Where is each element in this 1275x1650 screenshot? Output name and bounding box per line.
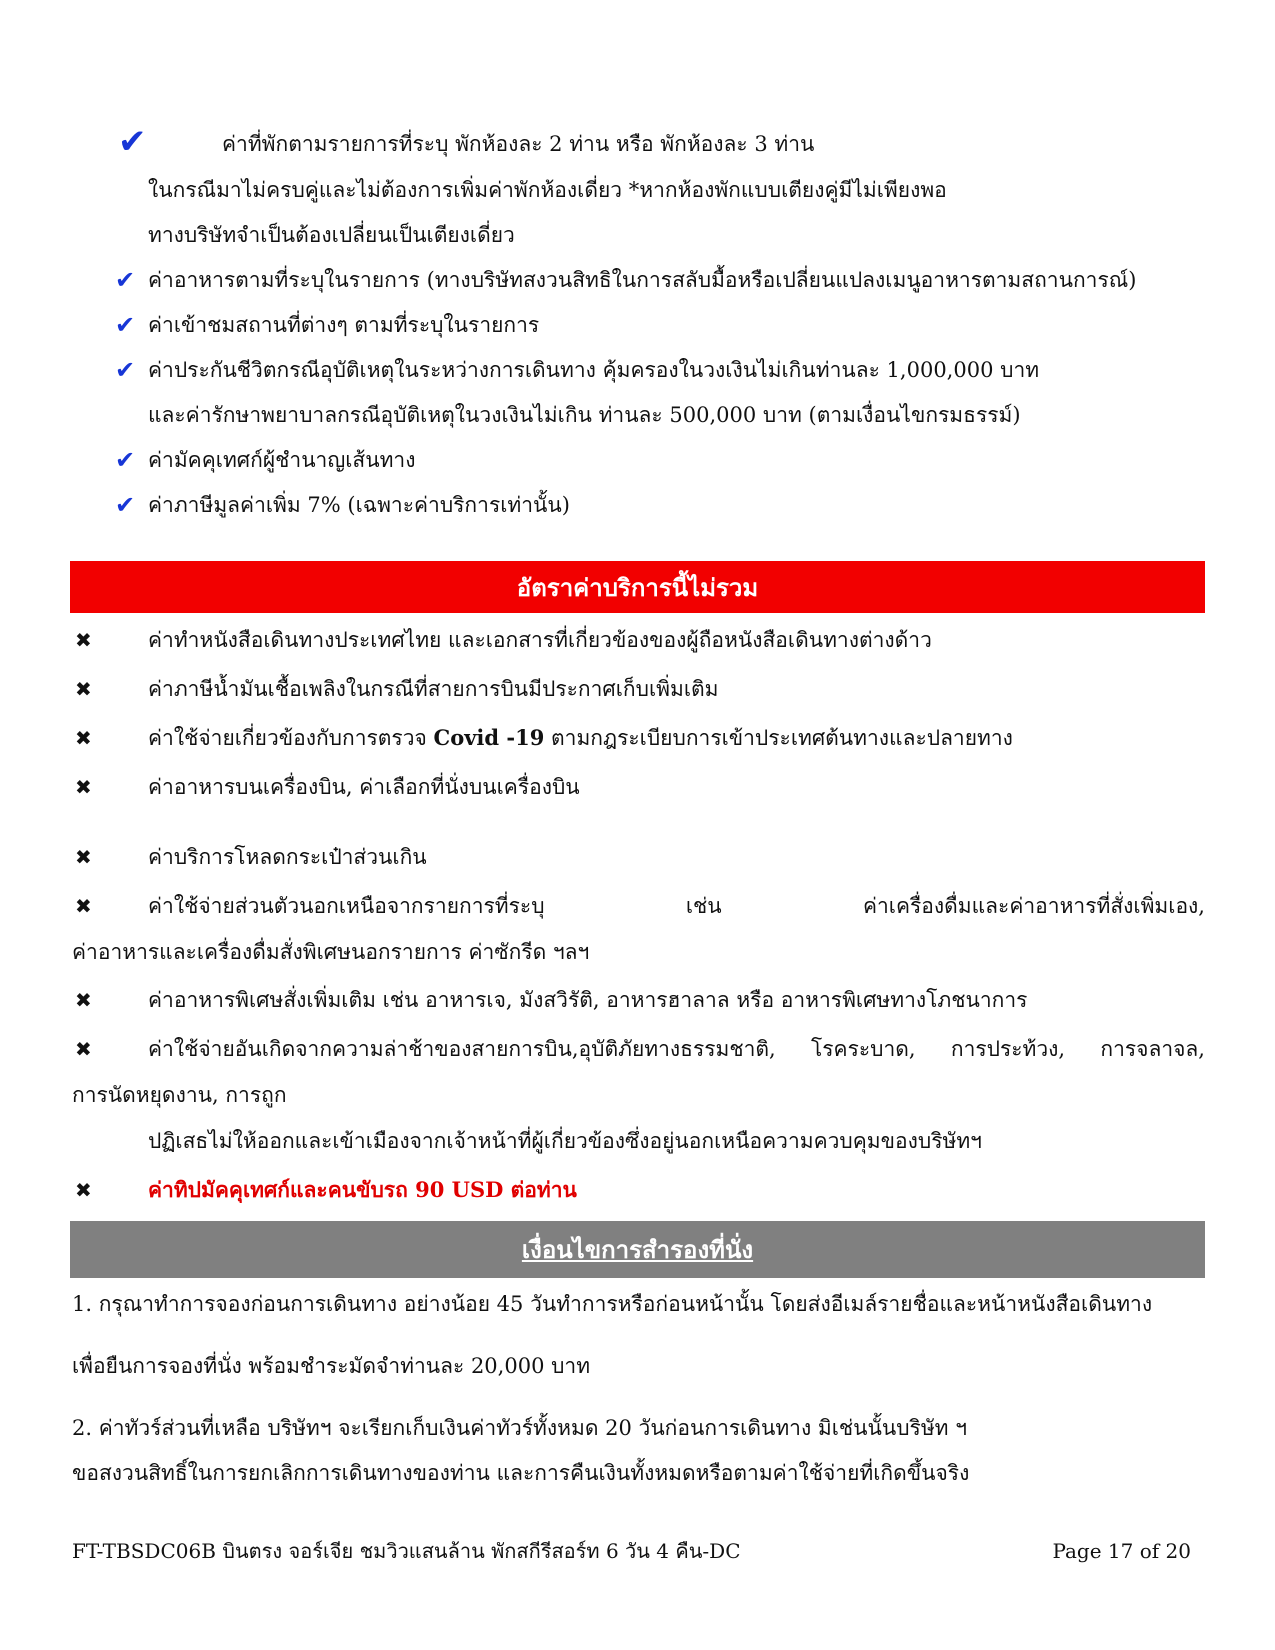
included-accommodation-line2: ในกรณีมาไม่ครบคู่และไม่ต้องการเพิ่มค่าพักห้องเดี่ยว *หากห้องพักแบบเตียงคู่มีไม่เพียงพอ	[148, 178, 947, 202]
cross-icon: ✖	[75, 677, 92, 701]
excluded-covid-bold: Covid -19	[433, 725, 545, 750]
excluded-personal-part1: ค่าใช้จ่ายส่วนตัวนอกเหนือจากรายการที่ระบุ	[148, 894, 545, 918]
excluded-personal-line2: ค่าอาหารและเครื่องดื่มสั่งพิเศษนอกรายการ ค่าซักรีด ฯลฯ	[72, 940, 590, 964]
excluded-special-meal: ค่าอาหารพิเศษสั่งเพิ่มเติม เช่น อาหารเจ, มังสวิรัติ, อาหารฮาลาล หรือ อาหารพิเศษทางโภชนาการ	[148, 988, 1028, 1012]
excluded-delay-part4: การจลาจล,	[1100, 1037, 1205, 1061]
excluded-covid-post: ตามกฎระเบียบการเข้าประเทศต้นทางและปลายทาง	[551, 726, 1013, 750]
excluded-personal-line1	[148, 892, 1205, 920]
included-vat: ค่าภาษีมูลค่าเพิ่ม 7% (เฉพาะค่าบริการเท่านั้น)	[148, 493, 570, 517]
excluded-personal-part3: ค่าเครื่องดื่มและค่าอาหารที่สั่งเพิ่มเอง,	[862, 894, 1205, 918]
excluded-baggage: ค่าบริการโหลดกระเป๋าส่วนเกิน	[148, 845, 427, 869]
included-insurance-line1: ค่าประกันชีวิตกรณีอุบัติเหตุในระหว่างการเดินทาง คุ้มครองในวงเงินไม่เกินท่านละ 1,000,000 บาท	[148, 358, 1040, 382]
check-icon: ✔	[115, 356, 136, 384]
excluded-passport: ค่าทำหนังสือเดินทางประเทศไทย และเอกสารที่เกี่ยวข้องของผู้ถือหนังสือเดินทางต่างด้าว	[148, 628, 932, 652]
excluded-covid-pre: ค่าใช้จ่ายเกี่ยวข้องกับการตรวจ	[148, 726, 427, 750]
excluded-section-header: อัตราค่าบริการนี้ไม่รวม	[70, 561, 1205, 613]
included-accommodation-line1: ค่าที่พักตามรายการที่ระบุ พักห้องละ 2 ท่าน หรือ พักห้องละ 3 ท่าน	[222, 132, 815, 156]
excluded-delay-line3: ปฏิเสธไม่ให้ออกและเข้าเมืองจากเจ้าหน้าที่ผู้เกี่ยวข้องซึ่งอยู่นอกเหนือความควบคุมของบริษัทฯ	[148, 1129, 982, 1153]
included-meals: ค่าอาหารตามที่ระบุในรายการ (ทางบริษัทสงวนสิทธิในการสลับมื้อหรือเปลี่ยนแปลงเมนูอาหารตามสถานการณ์)	[148, 268, 1137, 292]
footer-page-number: Page 17 of 20	[1052, 1539, 1191, 1563]
check-icon: ✔	[115, 266, 136, 294]
check-icon: ✔	[115, 446, 136, 474]
cross-icon: ✖	[75, 1037, 92, 1061]
excluded-delay-part3: การประท้วง,	[950, 1037, 1066, 1061]
included-insurance-line2: และค่ารักษาพยาบาลกรณีอุบัติเหตุในวงเงินไม่เกิน ท่านละ 500,000 บาท (ตามเงื่อนไขกรมธรรม์)	[148, 403, 1021, 427]
booking-item2-line1: 2. ค่าทัวร์ส่วนที่เหลือ บริษัทฯ จะเรียกเก็บเงินค่าทัวร์ทั้งหมด 20 วันก่อนการเดินทาง มิเช่นนั้นบริษัท ฯ	[72, 1416, 967, 1440]
cross-icon: ✖	[75, 628, 92, 652]
included-accommodation-line3: ทางบริษัทจำเป็นต้องเปลี่ยนเป็นเตียงเดี่ยว	[148, 223, 515, 247]
included-guide: ค่ามัคคุเทศก์ผู้ชำนาญเส้นทาง	[148, 448, 416, 472]
excluded-delay-line1	[148, 1035, 1205, 1063]
excluded-inflight: ค่าอาหารบนเครื่องบิน, ค่าเลือกที่นั่งบนเครื่องบิน	[148, 775, 580, 799]
excluded-delay-part1: ค่าใช้จ่ายอันเกิดจากความล่าช้าของสายการบิน,อุบัติภัยทางธรรมชาติ,	[148, 1037, 776, 1061]
check-icon: ✔	[118, 122, 147, 162]
excluded-covid	[148, 724, 1013, 752]
excluded-fuel: ค่าภาษีน้ำมันเชื้อเพลิงในกรณีที่สายการบินมีประกาศเก็บเพิ่มเติม	[148, 677, 719, 701]
check-icon: ✔	[115, 491, 136, 519]
excluded-delay-part2: โรคระบาด,	[810, 1037, 916, 1061]
excluded-personal-part2: เช่น	[685, 894, 722, 918]
booking-item1-line1: 1. กรุณาทำการจองก่อนการเดินทาง อย่างน้อย 45 วันทำการหรือก่อนหน้านั้น โดยส่งอีเมล์รายชื่อและหน้าหนังสือเดินทาง	[72, 1292, 1153, 1316]
booking-section-header: เงื่อนไขการสำรองที่นั่ง	[70, 1221, 1205, 1278]
cross-icon: ✖	[75, 775, 92, 799]
cross-icon: ✖	[75, 894, 92, 918]
cross-icon: ✖	[75, 988, 92, 1012]
footer-program-code: FT-TBSDC06B บินตรง จอร์เจีย ชมวิวแสนล้าน พักสกีรีสอร์ท 6 วัน 4 คืน-DC	[72, 1539, 741, 1563]
cross-icon: ✖	[75, 1178, 92, 1202]
cross-icon: ✖	[75, 726, 92, 750]
booking-item2-line2: ขอสงวนสิทธิ์ในการยกเลิกการเดินทางของท่าน และการคืนเงินทั้งหมดหรือตามค่าใช้จ่ายที่เกิดขึ้นจริง	[72, 1461, 970, 1485]
included-attractions: ค่าเข้าชมสถานที่ต่างๆ ตามที่ระบุในรายการ	[148, 313, 540, 337]
excluded-delay-line2: การนัดหยุดงาน, การถูก	[72, 1083, 287, 1107]
check-icon: ✔	[115, 311, 136, 339]
cross-icon: ✖	[75, 845, 92, 869]
booking-item1-line2: เพื่อยืนการจองที่นั่ง พร้อมชำระมัดจำท่านละ 20,000 บาท	[72, 1354, 591, 1378]
excluded-tip: ค่าทิปมัคคุเทศก์และคนขับรถ 90 USD ต่อท่าน	[148, 1177, 577, 1202]
